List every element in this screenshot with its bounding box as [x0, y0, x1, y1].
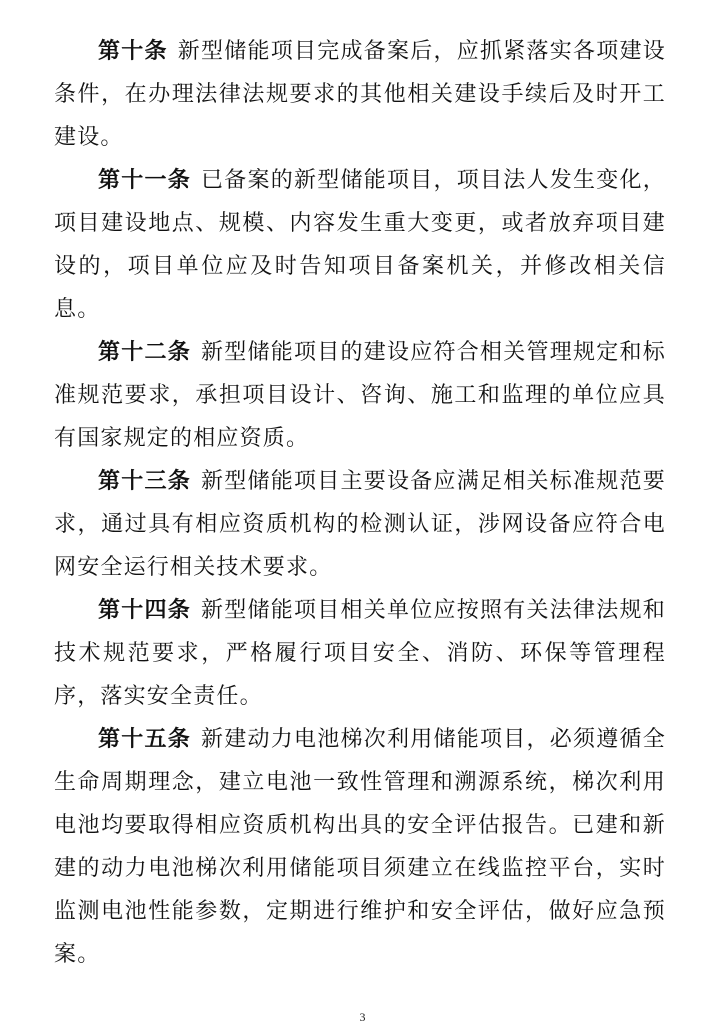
article-14 — [54, 589, 666, 718]
article-15 — [54, 718, 666, 976]
article-number: 第十二条 — [98, 340, 192, 365]
article-11 — [54, 159, 666, 331]
article-12 — [54, 331, 666, 460]
article-10 — [54, 30, 666, 159]
article-number: 第十五条 — [98, 727, 192, 752]
article-text: 新建动力电池梯次利用储能项目，必须遵循全生命周期理念，建立电池一致性管理和溯源系统，梯次利用电池均要取得相应资质机构出具的安全评估报告。已建和新建的动力电池梯次利用储能项目须建立在线监控平台，实时监测电池性能参数，定期进行维护和安全评估，做好应急预案。 — [54, 727, 666, 967]
article-text: 已备案的新型储能项目，项目法人发生变化，项目建设地点、规模、内容发生重大变更，或者放弃项目建设的，项目单位应及时告知项目备案机关，并修改相关信息。 — [54, 168, 666, 322]
article-text: 新型储能项目完成备案后，应抓紧落实各项建设条件，在办理法律法规要求的其他相关建设手续后及时开工建设。 — [54, 39, 666, 150]
article-text: 新型储能项目的建设应符合相关管理规定和标准规范要求，承担项目设计、咨询、施工和监理的单位应具有国家规定的相应资质。 — [54, 340, 666, 451]
article-number: 第十条 — [98, 39, 168, 64]
page-number: 3 — [359, 1010, 366, 1024]
article-13 — [54, 460, 666, 589]
article-text: 新型储能项目相关单位应按照有关法律法规和技术规范要求，严格履行项目安全、消防、环保等管理程序，落实安全责任。 — [54, 598, 666, 709]
article-number: 第十四条 — [98, 598, 192, 623]
article-number: 第十三条 — [98, 469, 192, 494]
article-text: 新型储能项目主要设备应满足相关标准规范要求，通过具有相应资质机构的检测认证，涉网设备应符合电网安全运行相关技术要求。 — [54, 469, 666, 580]
article-number: 第十一条 — [98, 168, 192, 193]
article-list — [54, 30, 666, 976]
